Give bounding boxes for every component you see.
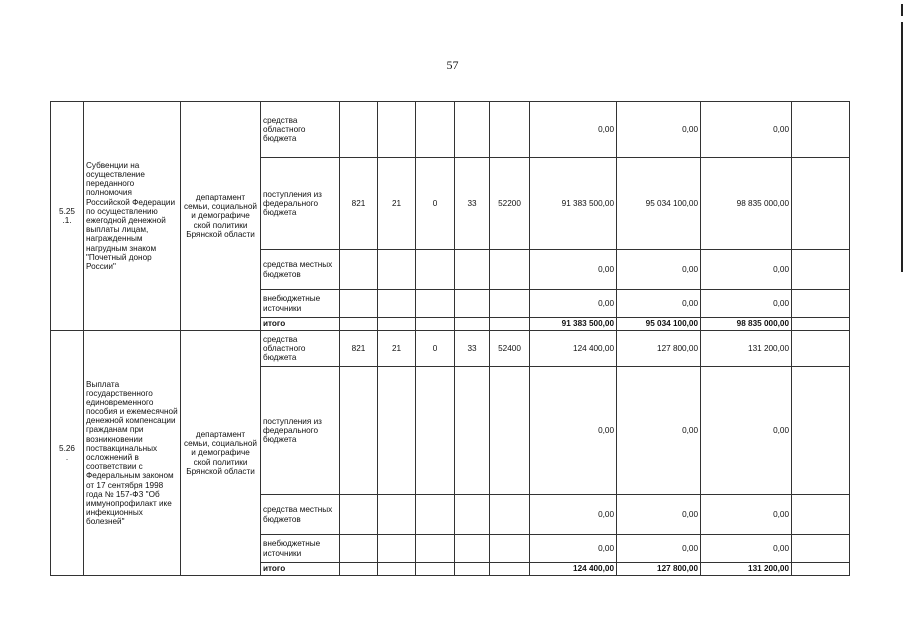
responsible-department: департамент семьи, социальной и демографиче ской политики Брянской области xyxy=(181,102,261,331)
budget-code-c1: 821 xyxy=(340,158,378,250)
empty-cell xyxy=(792,318,850,331)
amount-y1: 91 383 500,00 xyxy=(530,318,617,331)
funding-source-label: средства местных бюджетов xyxy=(261,250,340,290)
budget-code-c3 xyxy=(416,102,455,158)
budget-code-c4 xyxy=(455,318,490,331)
budget-code-c2: 21 xyxy=(378,331,416,367)
empty-cell xyxy=(792,102,850,158)
amount-y2: 0,00 xyxy=(617,495,701,535)
page-number: 57 xyxy=(446,58,459,72)
funding-source-label: средства местных бюджетов xyxy=(261,495,340,535)
amount-y1: 0,00 xyxy=(530,535,617,563)
budget-code-c3 xyxy=(416,250,455,290)
budget-code-c4 xyxy=(455,563,490,576)
empty-cell xyxy=(792,367,850,495)
amount-y2: 95 034 100,00 xyxy=(617,318,701,331)
budget-table xyxy=(50,101,850,576)
funding-source-label: средства областного бюджета xyxy=(261,331,340,367)
budget-code-c5: 52400 xyxy=(490,331,530,367)
budget-code-c5 xyxy=(490,290,530,318)
funding-source-label: итого xyxy=(261,318,340,331)
funding-source-label: поступления из федерального бюджета xyxy=(261,367,340,495)
amount-y3: 98 835 000,00 xyxy=(701,158,792,250)
amount-y3: 0,00 xyxy=(701,535,792,563)
budget-code-c1 xyxy=(340,563,378,576)
amount-y1: 0,00 xyxy=(530,102,617,158)
budget-code-c5 xyxy=(490,495,530,535)
amount-y1: 0,00 xyxy=(530,495,617,535)
amount-y3: 131 200,00 xyxy=(701,331,792,367)
budget-code-c2 xyxy=(378,102,416,158)
budget-code-c3 xyxy=(416,318,455,331)
table-row xyxy=(51,331,850,367)
amount-y2: 0,00 xyxy=(617,367,701,495)
empty-cell xyxy=(792,331,850,367)
funding-source-label: средства областного бюджета xyxy=(261,102,340,158)
budget-code-c2 xyxy=(378,495,416,535)
budget-code-c3: 0 xyxy=(416,158,455,250)
table-row xyxy=(51,102,850,158)
amount-y3: 0,00 xyxy=(701,250,792,290)
budget-code-c4 xyxy=(455,250,490,290)
budget-code-c1 xyxy=(340,102,378,158)
funding-source-label: поступления из федерального бюджета xyxy=(261,158,340,250)
amount-y3: 0,00 xyxy=(701,290,792,318)
funding-source-label: внебюджетные источники xyxy=(261,535,340,563)
measure-name: Выплата государственного единовременного пособия и ежемесячной денежной компенсации гражданам при возникновении поствакцинальных осложнений в соответствии с Федеральным законом от 17 сентября 1998 года № 157-ФЗ "Об иммунопрофилакт ике инфекционных болезней" xyxy=(84,331,181,576)
budget-code-c4: 33 xyxy=(455,331,490,367)
amount-y1: 0,00 xyxy=(530,250,617,290)
budget-code-c2 xyxy=(378,367,416,495)
amount-y3: 0,00 xyxy=(701,495,792,535)
budget-code-c5: 52200 xyxy=(490,158,530,250)
empty-cell xyxy=(792,563,850,576)
budget-code-c3: 0 xyxy=(416,331,455,367)
budget-code-c1 xyxy=(340,535,378,563)
budget-code-c1 xyxy=(340,250,378,290)
budget-code-c1 xyxy=(340,367,378,495)
amount-y1: 124 400,00 xyxy=(530,563,617,576)
amount-y3: 0,00 xyxy=(701,367,792,495)
budget-code-c1 xyxy=(340,495,378,535)
funding-source-label: итого xyxy=(261,563,340,576)
budget-code-c2 xyxy=(378,318,416,331)
amount-y2: 0,00 xyxy=(617,290,701,318)
budget-code-c5 xyxy=(490,367,530,495)
amount-y2: 127 800,00 xyxy=(617,563,701,576)
budget-code-c3 xyxy=(416,563,455,576)
budget-code-c1 xyxy=(340,318,378,331)
empty-cell xyxy=(792,158,850,250)
amount-y2: 0,00 xyxy=(617,102,701,158)
scan-edge-mark xyxy=(901,4,903,16)
row-index: 5.26 . xyxy=(51,331,84,576)
budget-code-c3 xyxy=(416,495,455,535)
amount-y1: 124 400,00 xyxy=(530,331,617,367)
empty-cell xyxy=(792,535,850,563)
budget-code-c4 xyxy=(455,290,490,318)
budget-code-c1 xyxy=(340,290,378,318)
amount-y1: 0,00 xyxy=(530,290,617,318)
budget-code-c2 xyxy=(378,290,416,318)
amount-y2: 0,00 xyxy=(617,250,701,290)
measure-name: Субвенции на осуществление переданного полномочия Российской Федерации по осуществлению ежегодной денежной выплаты лицам, награжденным нагрудным знаком "Почетный донор России" xyxy=(84,102,181,331)
amount-y1: 0,00 xyxy=(530,367,617,495)
empty-cell xyxy=(792,250,850,290)
budget-code-c2 xyxy=(378,250,416,290)
budget-code-c3 xyxy=(416,290,455,318)
budget-code-c1: 821 xyxy=(340,331,378,367)
budget-code-c4 xyxy=(455,535,490,563)
empty-cell xyxy=(792,495,850,535)
budget-code-c5 xyxy=(490,102,530,158)
amount-y3: 131 200,00 xyxy=(701,563,792,576)
budget-code-c2 xyxy=(378,563,416,576)
budget-code-c5 xyxy=(490,563,530,576)
budget-code-c2: 21 xyxy=(378,158,416,250)
budget-code-c4 xyxy=(455,102,490,158)
amount-y2: 127 800,00 xyxy=(617,331,701,367)
amount-y2: 0,00 xyxy=(617,535,701,563)
budget-code-c4 xyxy=(455,367,490,495)
budget-code-c4 xyxy=(455,495,490,535)
amount-y1: 91 383 500,00 xyxy=(530,158,617,250)
amount-y3: 0,00 xyxy=(701,102,792,158)
amount-y2: 95 034 100,00 xyxy=(617,158,701,250)
responsible-department: департамент семьи, социальной и демографиче ской политики Брянской области xyxy=(181,331,261,576)
empty-cell xyxy=(792,290,850,318)
budget-code-c5 xyxy=(490,250,530,290)
budget-code-c3 xyxy=(416,535,455,563)
budget-code-c2 xyxy=(378,535,416,563)
budget-code-c3 xyxy=(416,367,455,495)
funding-source-label: внебюджетные источники xyxy=(261,290,340,318)
amount-y3: 98 835 000,00 xyxy=(701,318,792,331)
budget-code-c5 xyxy=(490,535,530,563)
scan-edge-mark xyxy=(901,22,903,272)
row-index: 5.25 .1. xyxy=(51,102,84,331)
budget-code-c5 xyxy=(490,318,530,331)
budget-code-c4: 33 xyxy=(455,158,490,250)
